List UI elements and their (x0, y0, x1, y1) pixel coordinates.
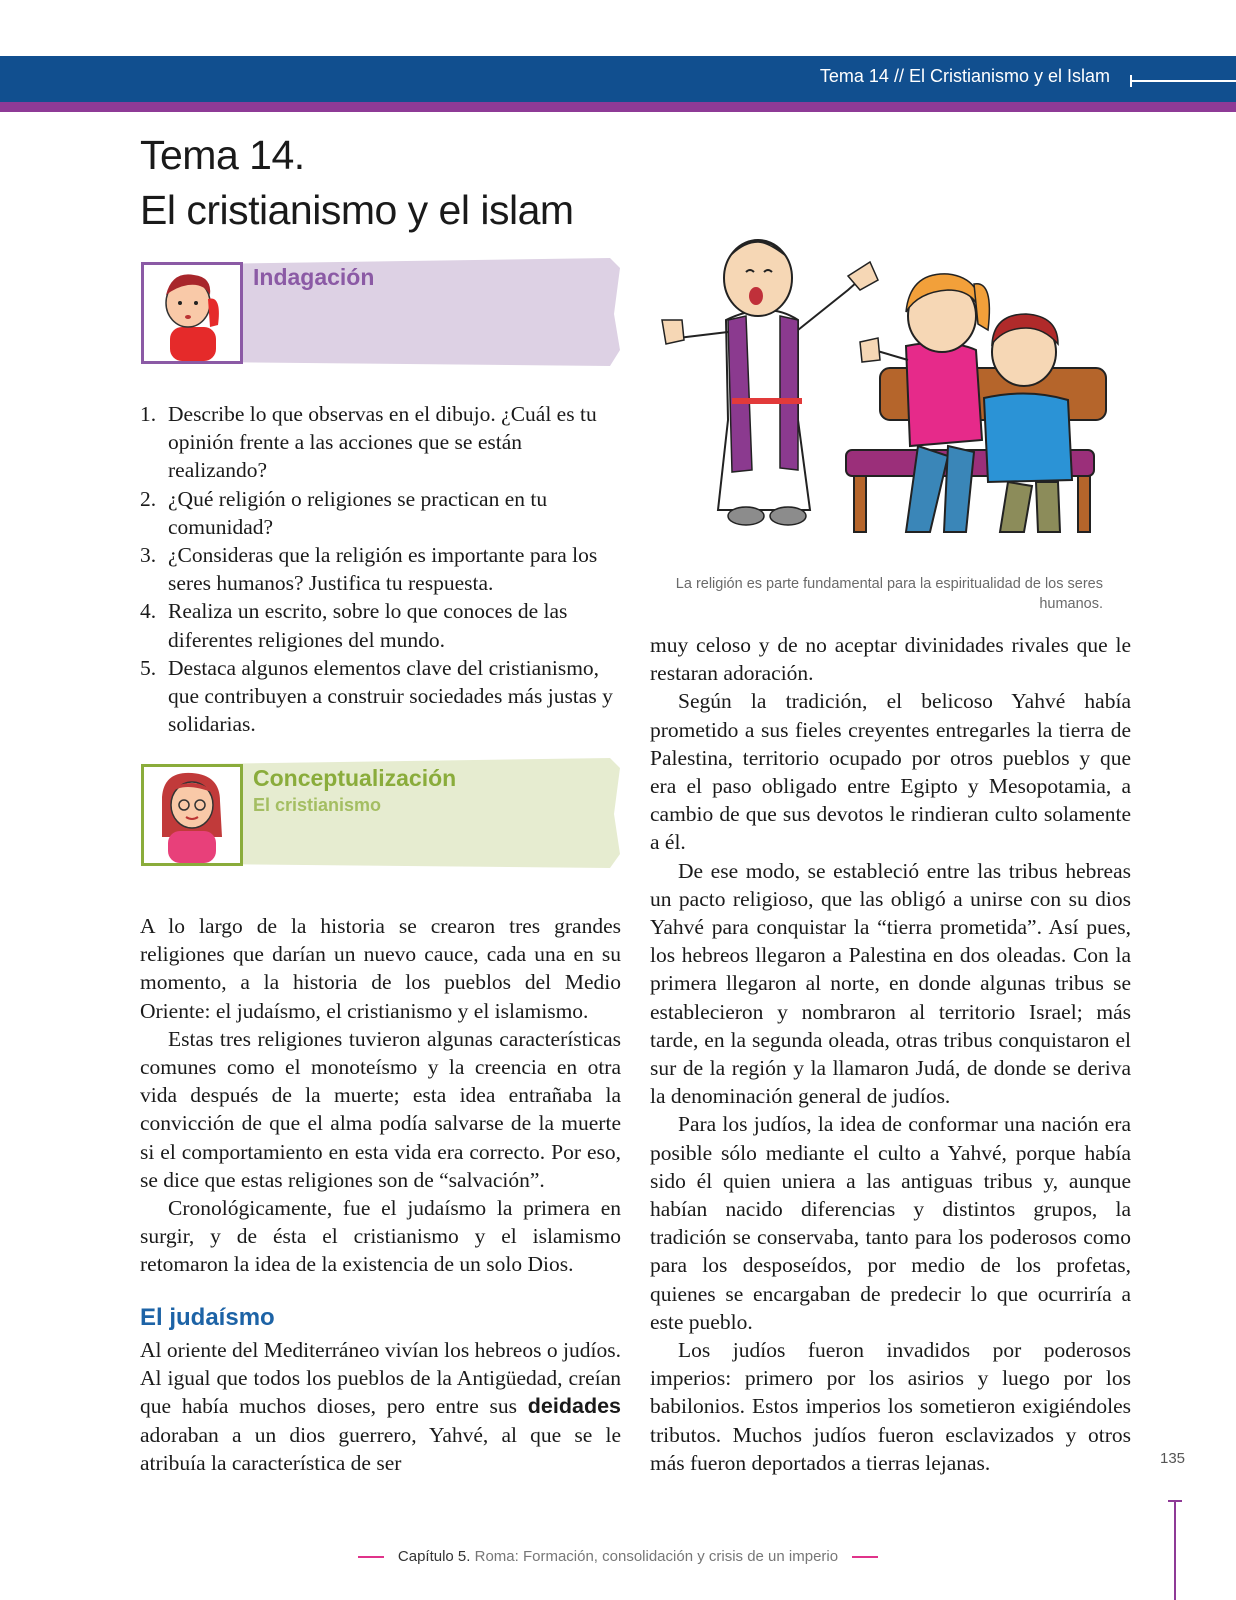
keyword-deidades: deidades (527, 1394, 621, 1419)
boy-figure (984, 314, 1072, 532)
question-item (140, 400, 620, 485)
header-stripe (0, 102, 1236, 112)
priest-figure (662, 240, 878, 525)
page-title (140, 128, 574, 238)
judaismo-text-before: Al oriente del Mediterráneo vivían los hebreos o judíos. Al igual que todos los pueblos de la Antigüedad, creían que había muchos dioses, pero entre sus (140, 1338, 621, 1419)
footer-chapter: Capítulo 5. (397, 1548, 471, 1565)
body-paragraph (140, 1336, 621, 1477)
footer (0, 1548, 1236, 1565)
question-item (140, 541, 620, 597)
indagacion-label: Indagación (253, 264, 375, 290)
footer-title: Roma: Formación, consolidación y crisis de un imperio (474, 1548, 839, 1565)
header-rule (1130, 80, 1236, 82)
body-paragraph: Los judíos fueron invadidos por poderosos imperios: primero por los asirios y luego por los babilonios. Estos imperios los sometieron exigiéndoles tributos. Muchos judíos fueron esclavizados y otros más fueron deportados a tierras lejanas. (650, 1338, 1131, 1475)
question-item (140, 597, 620, 653)
footer-dash-right (852, 1556, 878, 1558)
question-text: Destaca algunos elementos clave del cristianismo, que contribuyen a construir sociedades más justas y solidarias. (168, 655, 613, 737)
question-item (140, 485, 620, 541)
body-paragraph: Para los judíos, la idea de conformar una nación era posible sólo mediante el culto a Yahvé, porque había sido él quien uniera a las antiguas tribus y, aunque habían nacido diferencias y distintos grupos, la tradición se conservaba, tanto para los poderosos como para los desposeídos, por medio de los profetas, quienes se encargaban de predecir lo que ocurriría a este pueblo. (650, 1112, 1131, 1334)
body-paragraph: Estas tres religiones tuvieron algunas características comunes como el monoteísmo y la creencia en otra vida después de la muerte; esta idea entrañaba la convicción de que el alma podía salvarse de la muerte si el comportamiento en esta vida era correcto. Por eso, se dice que estas religiones son de “salvación”. (140, 1026, 621, 1192)
church-scene-illustration (648, 220, 1126, 548)
conceptualizacion-label: Conceptualización (253, 765, 457, 791)
body-paragraph: Según la tradición, el belicoso Yahvé había prometido a sus fieles creyentes entregarles la tierra de Palestina, territorio ocupado por otros pueblos y que era el paso obligado entre Egipto y Mesopotamia, a cambio de que sus devotos le rindieran culto solamente a él. (650, 689, 1131, 855)
teacher-girl-icon (144, 767, 240, 863)
right-body (650, 631, 1131, 1477)
title-line-2: El cristianismo y el islam (140, 187, 574, 233)
question-number: 2. (140, 486, 157, 511)
body-paragraph: De ese modo, se estableció entre las tribus hebreas un pacto religioso, que las obligó a unirse con su dios Yahvé para conquistar la “tierra prometida”. Así pues, los hebreos llegaron a Palestina en dos oleadas. Con la primera llegaron al norte, en donde algunas tribus se establecieron y nombraron al territorio Israel; más tarde, en la segunda oleada, otras tribus conquistaron el sur de la región y la llamaron Judá, de donde se deriva la denominación general de judíos. (650, 858, 1131, 1109)
footer-dash-left (358, 1556, 384, 1558)
left-body (140, 912, 621, 1279)
body-paragraph: muy celoso y de no aceptar divinidades rivales que le restaran adoración. (650, 633, 1131, 686)
question-number: 4. (140, 599, 157, 624)
question-text: Realiza un escrito, sobre lo que conoces de las diferentes religiones del mundo. (168, 599, 568, 652)
question-text: Describe lo que observas en el dibujo. ¿Cuál es tu opinión frente a las acciones que se están realizando? (168, 402, 597, 483)
section-heading-judaismo: El judaísmo (140, 1304, 275, 1331)
question-number: 3. (140, 543, 157, 568)
judaismo-body (140, 1336, 621, 1477)
thinking-boy-icon (144, 265, 240, 361)
body-paragraph: Cronológicamente, fue el judaísmo la primera en surgir, y de ésta el cristianismo y el islamismo retomaron la idea de la existencia de un solo Dios. (140, 1196, 621, 1277)
body-paragraph: A lo largo de la historia se crearon tres grandes religiones que darían un nuevo cauce, cada una en su momento, a la historia de los pueblos del Medio Oriente: el judaísmo, el cristianismo y el islamismo. (140, 914, 621, 1023)
figure-caption: La religión es parte fundamental para la espiritualidad de los seres humanos. (675, 576, 1103, 612)
conceptualizacion-sublabel: El cristianismo (253, 795, 382, 815)
question-list (140, 400, 620, 738)
running-title: Tema 14 // El Cristianismo y el Islam (819, 66, 1110, 86)
judaismo-text-after: adoraban a un dios guerrero, Yahvé, al que se le atribuía la característica de ser (140, 1422, 621, 1475)
question-text: ¿Qué religión o religiones se practican en tu comunidad? (168, 486, 548, 539)
question-item (140, 654, 620, 739)
avatar-frame-conceptualizacion (141, 764, 243, 866)
avatar-frame-indagacion (141, 262, 243, 364)
question-text: ¿Consideras que la religión es importante para los seres humanos? Justifica tu respuesta. (168, 543, 598, 596)
question-number: 5. (140, 655, 157, 680)
page-number: 135 (1160, 1450, 1186, 1467)
question-number: 1. (140, 402, 157, 426)
title-line-1: Tema 14. (140, 132, 305, 178)
